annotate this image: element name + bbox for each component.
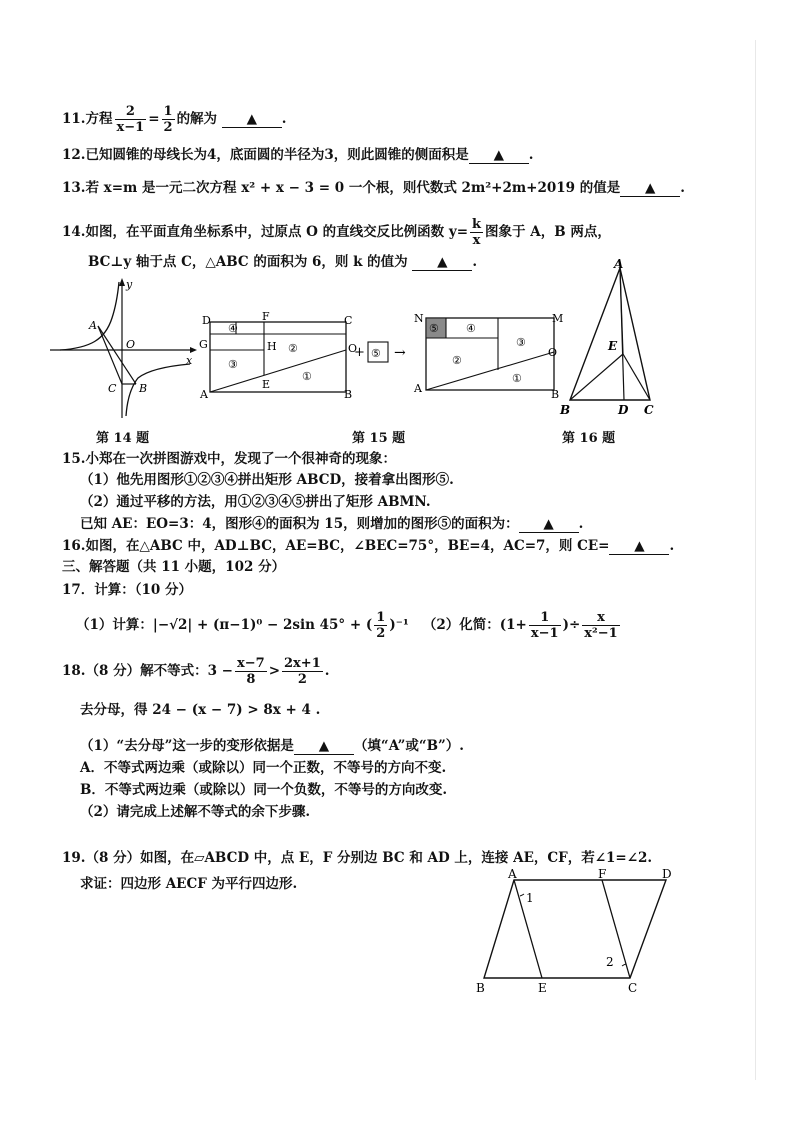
question-12: 12.已知圆锥的母线长为4，底面圆的半径为3，则此圆锥的侧面积是 ▲ .: [62, 147, 534, 163]
question-17-parts: （1）计算：|−√2| + (π−1)⁰ − 2sin 45° + ( $\frac{1}{2}$ )⁻¹ （2）化简：(1+ $\frac{1}{x-1}$ )÷ $\frac{x}{\text{x²−1}}$: [76, 610, 618, 641]
caption-fig16: 第 16 题: [562, 431, 616, 446]
fig14-label-b: B: [139, 382, 148, 395]
fig19-angle-2: 2: [606, 955, 614, 969]
fig15-region-1: ①: [302, 370, 312, 383]
fig15-r-region-2: ②: [452, 354, 462, 367]
answer-blank: ▲: [412, 254, 472, 271]
fig15-label-h: H: [267, 340, 277, 353]
question-11: 11.方程 $\frac{2}{x-1}$ = $\frac{1}{2}$ 的解为 ▲ .: [62, 104, 287, 135]
fraction: $\frac{2}{x-1}$: [116, 104, 145, 135]
fig15-r-region-5: ⑤: [429, 322, 439, 335]
fig14-label-c: C: [108, 382, 117, 395]
fraction: $\frac{1}{2}$: [163, 104, 173, 135]
fig15-label-a: A: [200, 388, 208, 401]
question-18-step: 去分母，得 24 − (x − 7) > 8x + 4 .: [80, 702, 321, 718]
fig19-label-c: C: [628, 981, 638, 995]
question-18-option-a: A．不等式两边乘（或除以）同一个正数，不等号的方向不变.: [80, 760, 447, 776]
question-18-part1: （1）“去分母”这一步的变形依据是 ▲ （填“A”或“B”）.: [80, 738, 464, 754]
question-17-title: 17．计算：（10 分）: [62, 582, 193, 598]
question-16: 16.如图，在△ABC 中，AD⊥BC，AE=BC，∠BEC=75°，BE=4，AC=7，则 CE= ▲ .: [62, 538, 675, 554]
fig15-label-g: G: [199, 338, 208, 351]
caption-fig14: 第 14 题: [96, 431, 150, 446]
fig19-label-b: B: [476, 981, 485, 995]
fig19-label-e: E: [538, 981, 547, 995]
answer-blank: ▲: [222, 111, 282, 128]
figure-15: [198, 310, 568, 400]
question-18-part2: （2）请完成上述解不等式的余下步骤.: [80, 804, 311, 820]
fig16-label-c: C: [644, 403, 654, 417]
section-heading: 三、解答题（共 11 小题，102 分）: [62, 559, 286, 575]
answer-blank: ▲: [620, 180, 680, 197]
figure-14: [50, 278, 200, 418]
fraction: $\frac{1}{2}$: [376, 610, 386, 641]
question-19-line2: 求证：四边形 AECF 为平行四边形.: [80, 876, 298, 892]
fig14-label-o: O: [126, 338, 136, 351]
fig15-region-2: ②: [288, 342, 298, 355]
answer-blank: ▲: [294, 738, 354, 755]
fig14-label-a: A: [89, 319, 97, 332]
fig16-label-e: E: [608, 339, 618, 353]
question-13: 13.若 x=m 是一元二次方程 x² + x − 3 = 0 一个根，则代数式 2m²+2m+2019 的值是 ▲ .: [62, 180, 685, 196]
fig15-r-label-o: O: [548, 346, 558, 359]
fig14-label-x: x: [186, 354, 193, 367]
fig15-label-c: C: [344, 314, 353, 327]
fig15-label-f: F: [262, 310, 270, 323]
fig19-angle-1: 1: [526, 891, 534, 905]
fig16-label-d: D: [618, 403, 629, 417]
answer-blank: ▲: [519, 516, 579, 533]
fig15-piece-5: ⑤: [371, 347, 381, 360]
figure-16: [556, 258, 656, 418]
fig15-label-d: D: [202, 314, 211, 327]
question-15-line4: 已知 AE：EO=3：4，图形④的面积为 15，则增加的图形⑤的面积为： ▲ .: [80, 516, 584, 532]
question-18: 18.（8 分）解不等式：3 − $\frac{x-7}{8}$ > $\frac{2x+1}{2}$ .: [62, 656, 330, 687]
fig15-arrow: →: [394, 345, 406, 361]
question-19-line1: 19.（8 分）如图，在▱ABCD 中，点 E，F 分别边 BC 和 AD 上，连接 AE，CF，若∠1=∠2.: [62, 850, 653, 866]
fig15-region-3: ③: [228, 358, 238, 371]
fig15-r-region-3: ③: [516, 336, 526, 349]
answer-blank: ▲: [469, 147, 529, 164]
fraction: $\frac{x-7}{8}$: [236, 656, 265, 687]
fig15-label-b: B: [344, 388, 353, 401]
fig19-label-f: F: [598, 867, 607, 881]
fig14-label-y: y: [126, 278, 133, 291]
fraction: $\frac{1}{x-1}$: [530, 610, 559, 641]
fig15-label-e: E: [262, 378, 271, 391]
question-15-line3: （2）通过平移的方法，用①②③④⑤拼出了矩形 ABMN.: [80, 494, 431, 510]
fig15-region-4: ④: [228, 322, 238, 335]
question-18-option-b: B．不等式两边乘（或除以）同一个负数，不等号的方向改变.: [80, 782, 448, 798]
page-edge-line: [755, 40, 756, 1080]
fraction: $\frac{x}{\text{x²−1}}$: [584, 610, 618, 641]
fig15-r-label-n: N: [414, 312, 424, 325]
fig16-label-b: B: [560, 403, 571, 417]
fig15-r-region-1: ①: [512, 372, 522, 385]
fig15-r-label-m: M: [552, 312, 564, 325]
question-14-line2: BC⊥y 轴于点 C，△ABC 的面积为 6，则 k 的值为 ▲ .: [88, 254, 478, 270]
figure-19: [474, 866, 694, 996]
fraction: $\frac{2x+1}{2}$: [284, 656, 321, 687]
fig16-label-a: A: [614, 257, 624, 271]
fig19-label-a: A: [508, 867, 517, 881]
question-15-line1: 15.小郑在一次拼图游戏中，发现了一个很神奇的现象：: [62, 451, 396, 467]
fig15-plus: +: [354, 345, 365, 360]
fig15-r-label-a: A: [414, 382, 422, 395]
caption-fig15: 第 15 题: [352, 431, 406, 446]
question-14-line1: 14.如图，在平面直角坐标系中，过原点 O 的直线交反比例函数 y= $\frac{k}{x}$ 图象于 A，B 两点，: [62, 217, 611, 248]
fig19-label-d: D: [662, 867, 672, 881]
fig15-r-region-4: ④: [466, 322, 476, 335]
fig15-r-label-b: B: [551, 388, 560, 401]
fraction: $\frac{k}{x}$: [472, 217, 482, 248]
fig15-label-o: O: [348, 342, 358, 355]
answer-blank: ▲: [609, 538, 669, 555]
question-15-line2: （1）他先用图形①②③④拼出矩形 ABCD，接着拿出图形⑤.: [80, 472, 454, 488]
